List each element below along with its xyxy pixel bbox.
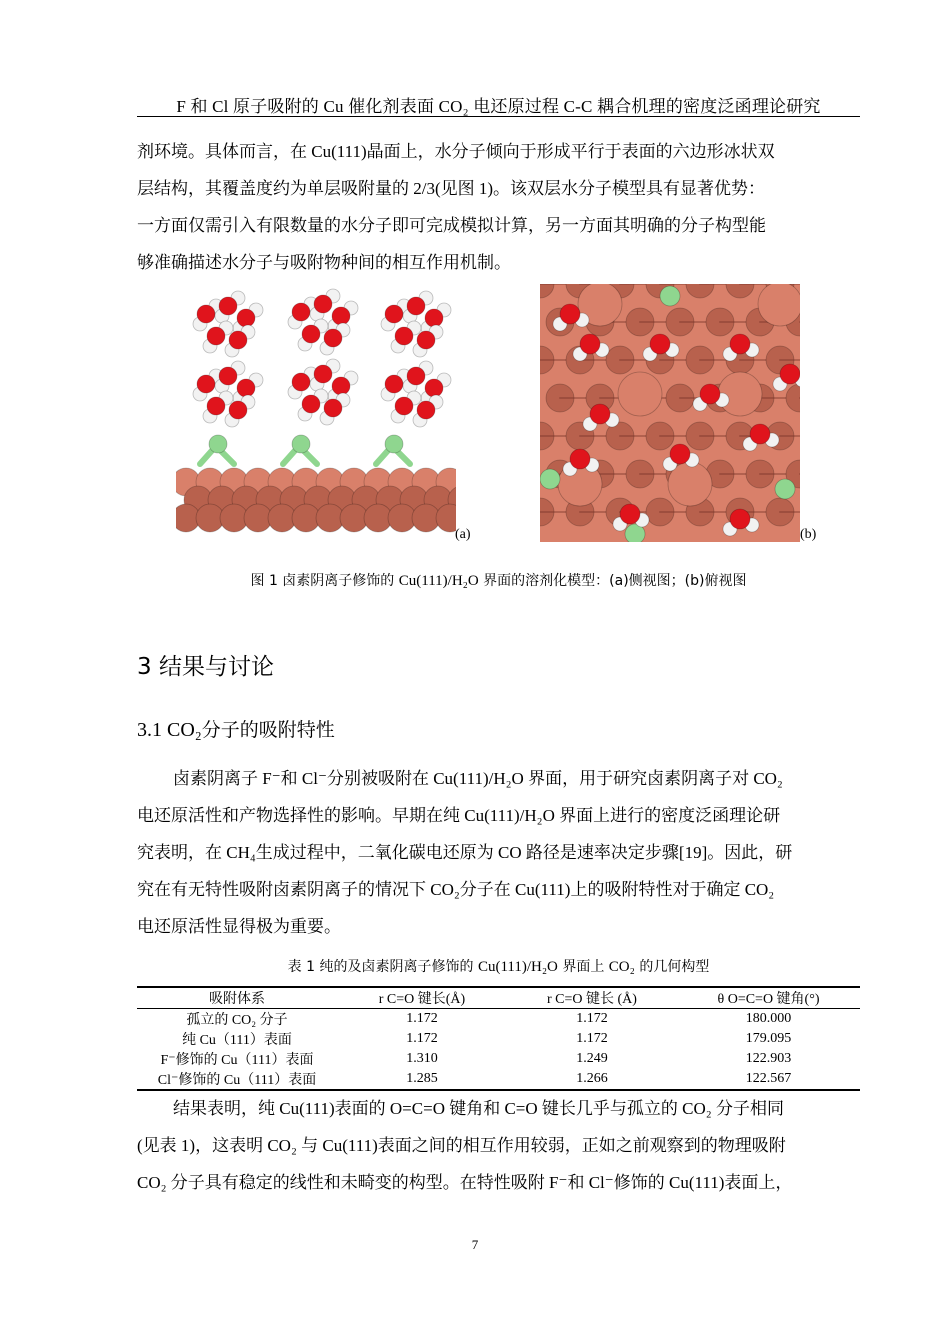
table-cell: 1.285 (337, 1069, 507, 1090)
oxygen-atom (292, 373, 310, 391)
oxygen-atom (570, 449, 590, 469)
oxygen-atom (780, 364, 800, 384)
oxygen-atom (332, 377, 350, 395)
table-row (137, 1049, 860, 1069)
halogen-atom (660, 286, 680, 306)
figure-label-a: (a) (455, 527, 471, 542)
oxygen-atom (730, 334, 750, 354)
table-cell: 1.172 (406, 1011, 438, 1026)
oxygen-atom (580, 334, 600, 354)
table-header-row (137, 987, 860, 1009)
table-cell: 122.567 (677, 1069, 860, 1090)
oxygen-atom (560, 304, 580, 324)
oxygen-atom (229, 401, 247, 419)
oxygen-atom (229, 331, 247, 349)
paragraph-conclusion (137, 1090, 860, 1201)
table-cell: 孤立的 CO₂ 分子 (186, 1013, 288, 1028)
table-header-cell: 吸附体系 (137, 987, 337, 1009)
text-line: 一方面仅需引入有限数量的水分子即可完成模拟计算，另一方面其明确的分子构型能 (137, 216, 766, 235)
table-cell: 122.903 (745, 1051, 792, 1066)
oxygen-atom (650, 334, 670, 354)
paragraph-results (137, 760, 860, 945)
oxygen-atom (237, 309, 255, 327)
subsection-title (137, 715, 335, 742)
oxygen-atom (750, 424, 770, 444)
oxygen-atom (219, 297, 237, 315)
halogen-atom (292, 435, 310, 453)
table-cell: F⁻修饰的 Cu（111）表面 (160, 1053, 314, 1068)
paragraph-intro (137, 133, 860, 281)
oxygen-atom (670, 444, 690, 464)
figure-caption-formula: Cu(111)/H₂O (398, 573, 479, 589)
oxygen-atom (700, 384, 720, 404)
text-line: CO₂ 分子具有稳定的线性和未畸变的构型。在特性吸附 F⁻和 Cl⁻修饰的 Cu(111)表面上， (137, 1173, 793, 1192)
table-cell: 179.095 (745, 1031, 792, 1046)
figure-label-b: (b) (800, 527, 817, 542)
oxygen-atom (302, 395, 320, 413)
table-cell: 1.172 (576, 1031, 608, 1046)
table-cell: 180.000 (745, 1011, 792, 1026)
table-header-cell: θ O=C=O 键角(°) (677, 987, 860, 1009)
oxygen-atom (292, 303, 310, 321)
text-line: 电还原活性显得极为重要。 (137, 917, 341, 936)
text-line: 究在有无特性吸附卤素阴离子的情况下 CO₂分子在 Cu(111)上的吸附特性对于确定 CO₂ (137, 880, 775, 899)
section-title: 3 结果与讨论 (137, 654, 274, 680)
oxygen-atom (324, 329, 342, 347)
oxygen-atom (207, 327, 225, 345)
figure-caption-prefix: 图 1 卤素阴离子修饰的 (250, 573, 399, 589)
table-cell: 1.172 (406, 1031, 438, 1046)
table-row (137, 1069, 860, 1090)
table-caption-prefix: 表 1 纯的及卤素阴离子修饰的 (287, 959, 478, 975)
table-header-cell: r C=O 键长 (Å) (507, 987, 677, 1009)
copper-atom (618, 372, 662, 416)
oxygen-atom (590, 404, 610, 424)
table-caption-mid: 界面上 (557, 959, 609, 975)
halogen-atom (775, 479, 795, 499)
oxygen-atom (425, 379, 443, 397)
geometry-table (137, 986, 860, 1091)
table-header-cell: r C=O 键长(Å) (337, 987, 507, 1009)
table-row (137, 1029, 860, 1049)
table-caption-formula: Cu(111)/H₂O (477, 959, 558, 975)
subsection-text: 分子的吸附特性 (201, 719, 335, 741)
text-line: 电还原活性和产物选择性的影响。早期在纯 Cu(111)/H₂O 界面上进行的密度泛函理论研 (137, 806, 781, 825)
subsection-number: 3.1 (137, 719, 167, 741)
oxygen-atom (620, 504, 640, 524)
subsection-formula: CO₂ (167, 719, 202, 741)
text-line: 结果表明，纯 Cu(111)表面的 O=C=O 键角和 C=O 键长几乎与孤立的 CO₂ 分子相同 (173, 1099, 784, 1118)
text-line: 剂环境。具体而言，在 Cu(111)晶面上，水分子倾向于形成平行于表面的六边形冰状双 (137, 142, 775, 161)
oxygen-atom (197, 305, 215, 323)
table-cell: Cl⁻修饰的 Cu（111）表面 (137, 1069, 337, 1090)
running-head: F 和 Cl 原子吸附的 Cu 催化剂表面 CO₂ 电还原过程 C-C 耦合机理的密度泛函理论研究 (176, 97, 821, 116)
oxygen-atom (425, 309, 443, 327)
oxygen-atom (219, 367, 237, 385)
oxygen-atom (385, 305, 403, 323)
oxygen-atom (407, 297, 425, 315)
halogen-atom (540, 469, 560, 489)
figure-caption-suffix: 界面的溶剂化模型：(a)侧视图；(b)俯视图 (478, 573, 747, 589)
oxygen-atom (407, 367, 425, 385)
oxygen-atom (417, 331, 435, 349)
table-caption-suffix: 的几何构型 (634, 959, 710, 975)
figure-top-view (540, 284, 800, 542)
page-number: 7 (471, 1237, 479, 1252)
copper-atom (758, 284, 800, 326)
figure-caption (137, 570, 860, 590)
oxygen-atom (237, 379, 255, 397)
halogen-atom (385, 435, 403, 453)
table-cell: 1.266 (507, 1069, 677, 1090)
oxygen-atom (324, 399, 342, 417)
oxygen-atom (395, 397, 413, 415)
oxygen-atom (302, 325, 320, 343)
table-cell: 1.249 (576, 1051, 608, 1066)
table-cell: 纯 Cu（111）表面 (182, 1033, 292, 1048)
figure-side-view (176, 284, 456, 542)
oxygen-atom (314, 295, 332, 313)
table-cell: 1.310 (406, 1051, 438, 1066)
oxygen-atom (385, 375, 403, 393)
text-line: (见表 1)，这表明 CO₂ 与 Cu(111)表面之间的相互作用较弱，正如之前观察到的物理吸附 (137, 1136, 786, 1155)
text-line: 够准确描述水分子与吸附物种间的相互作用机制。 (137, 253, 511, 272)
table-caption-formula2: CO₂ (608, 959, 635, 975)
oxygen-atom (730, 509, 750, 529)
table-cell: 1.172 (576, 1011, 608, 1026)
oxygen-atom (197, 375, 215, 393)
oxygen-atom (417, 401, 435, 419)
oxygen-atom (314, 365, 332, 383)
halogen-atom (209, 435, 227, 453)
text-line: 卤素阴离子 F⁻和 Cl⁻分别被吸附在 Cu(111)/H₂O 界面，用于研究卤素阴离子对 CO₂ (173, 769, 783, 788)
header-rule (137, 116, 860, 117)
oxygen-atom (332, 307, 350, 325)
oxygen-atom (395, 327, 413, 345)
text-line: 层结构，其覆盖度约为单层吸附量的 2/3(见图 1)。该双层水分子模型具有显著优势： (137, 179, 766, 198)
table-row (137, 1009, 860, 1030)
text-line: 究表明，在 CH₄生成过程中，二氧化碳电还原为 CO 路径是速率决定步骤[19]。因此，研 (137, 843, 793, 862)
oxygen-atom (207, 397, 225, 415)
table-caption (137, 956, 860, 976)
